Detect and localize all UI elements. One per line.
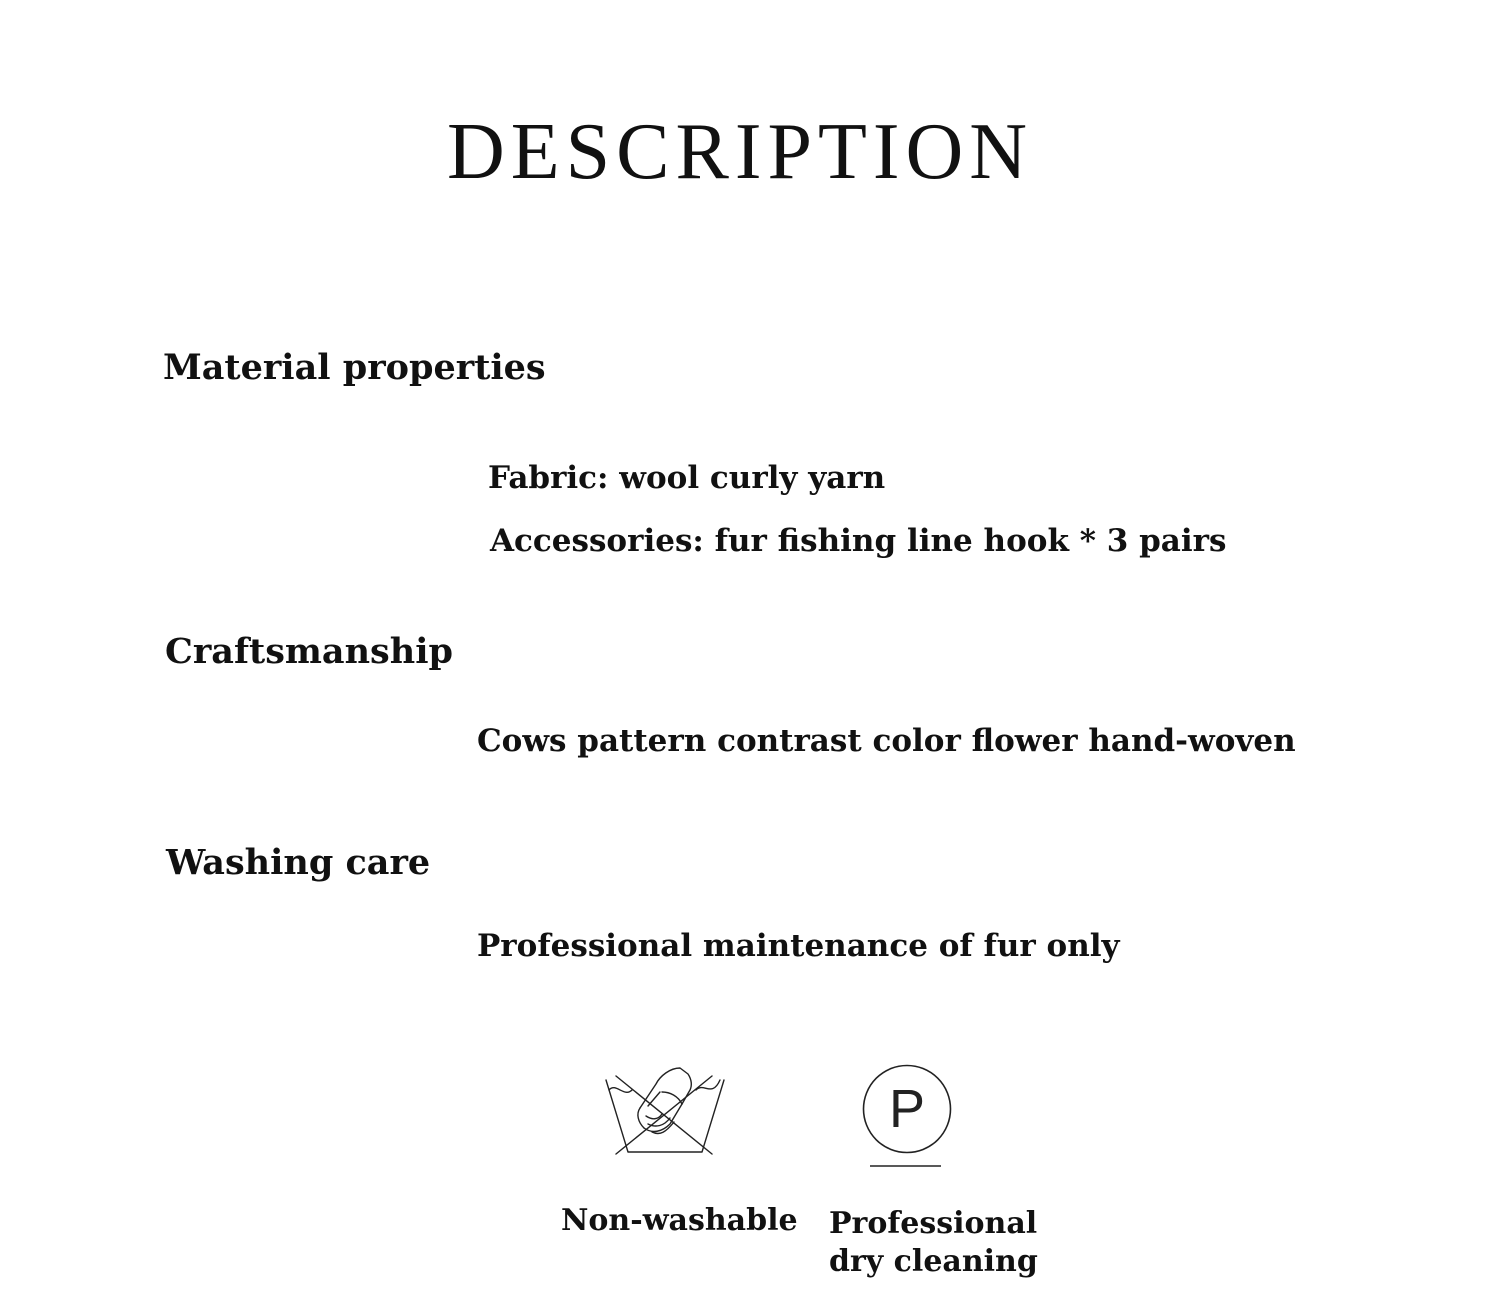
dry-clean-label [829, 1205, 1038, 1280]
material-fabric: Fabric: wool curly yarn [488, 460, 886, 496]
washing-detail: Professional maintenance of fur only [477, 928, 1120, 964]
no-hand-wash-icon [600, 1062, 730, 1158]
section-heading-material: Material properties [163, 347, 546, 388]
craftsmanship-detail: Cows pattern contrast color flower hand-woven [477, 723, 1296, 759]
material-accessories: Accessories: fur fishing line hook * 3 pairs [490, 523, 1227, 559]
dry-clean-symbol: P [888, 1079, 926, 1139]
section-heading-washing: Washing care [166, 842, 431, 883]
page-title: DESCRIPTION [446, 108, 1034, 196]
section-heading-craftsmanship: Craftsmanship [165, 631, 453, 672]
dry-clean-label-line1: Professional [829, 1206, 1038, 1241]
no-hand-wash-label: Non-washable [561, 1203, 798, 1238]
dry-clean-label-line2: dry cleaning [829, 1243, 1038, 1279]
professional-dry-clean-icon [860, 1062, 956, 1170]
